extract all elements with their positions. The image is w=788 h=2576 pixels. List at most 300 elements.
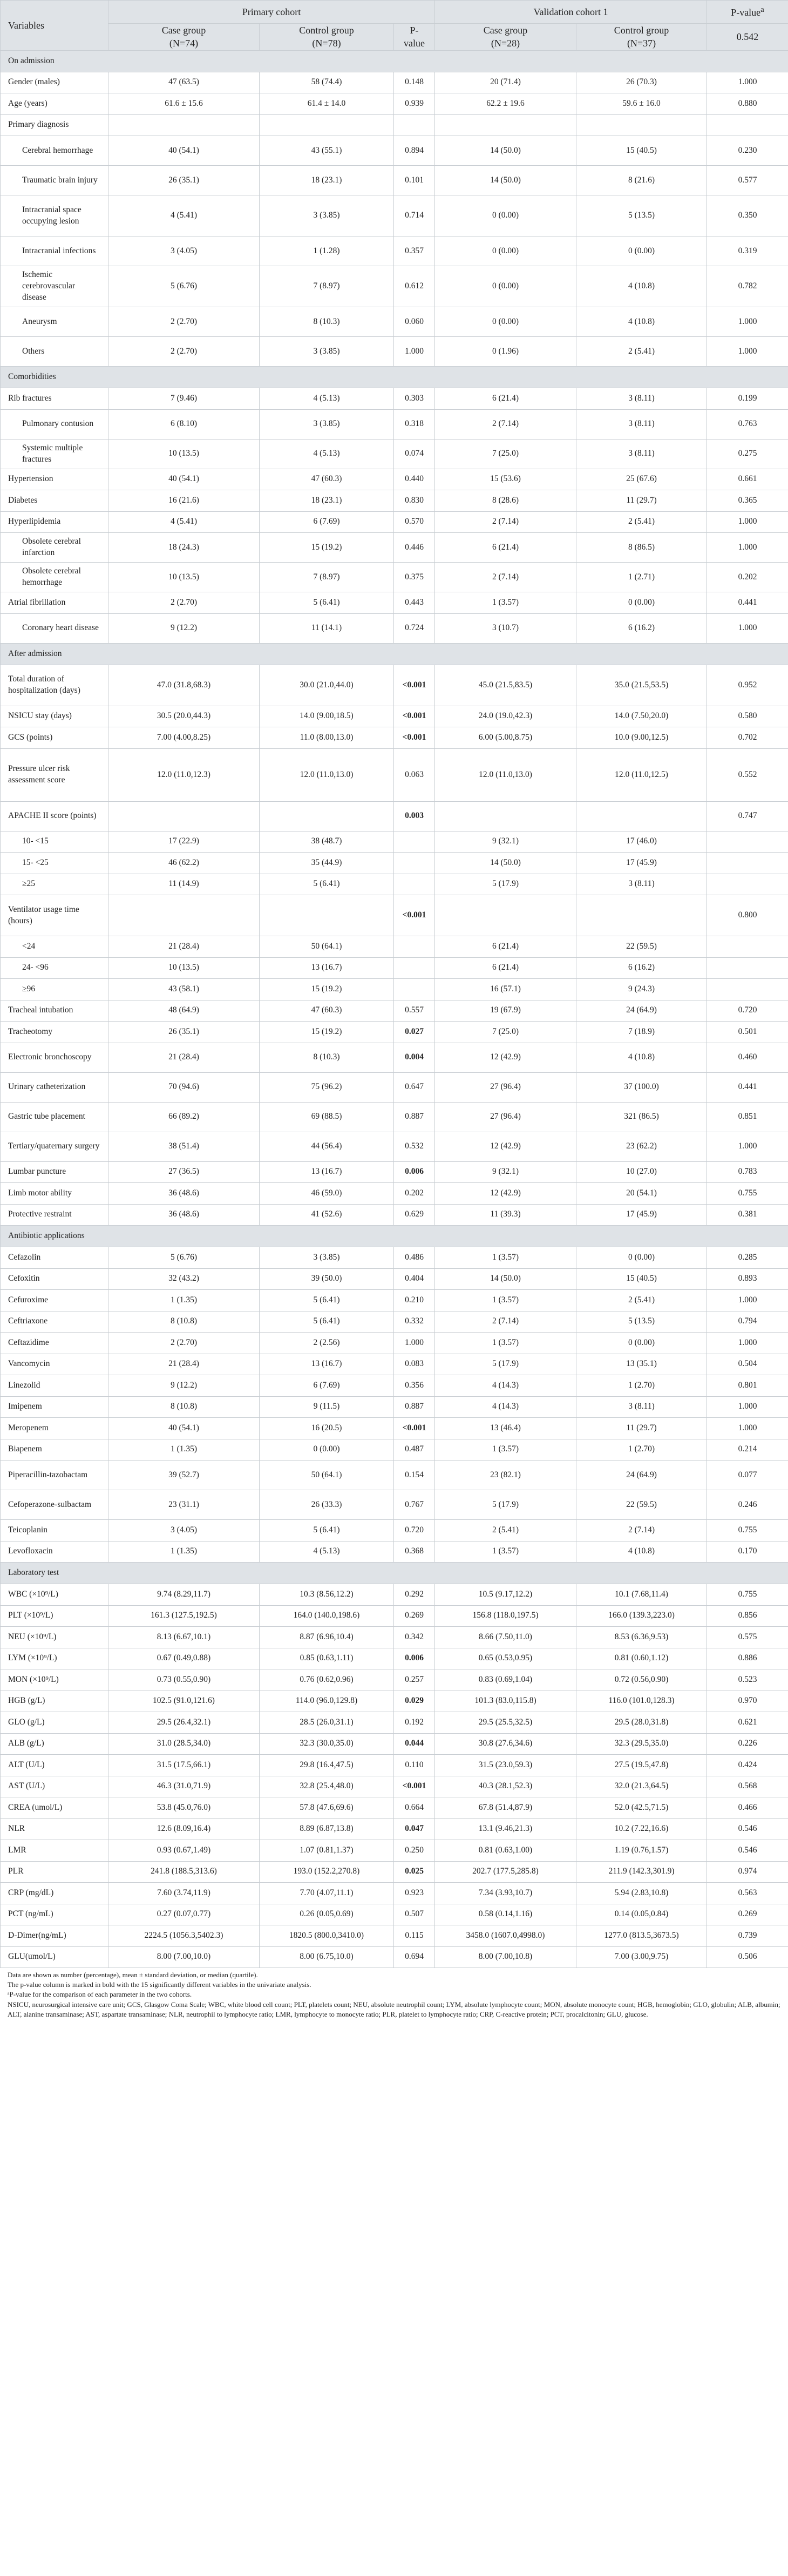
variable-label: GLU(umol/L) <box>1 1946 108 1968</box>
case-group-validation-header: Case group (N=28) <box>435 24 576 51</box>
control-primary: 114.0 (96.0,129.8) <box>260 1691 394 1712</box>
p-value: 1.000 <box>394 337 435 367</box>
control-primary: 15 (19.2) <box>260 1022 394 1043</box>
case-validation: 6.00 (5.00,8.75) <box>435 727 576 749</box>
case-primary: 8.00 (7.00,10.0) <box>108 1946 260 1968</box>
table-row <box>1 1541 788 1563</box>
control-validation: 11 (29.7) <box>576 490 707 512</box>
table-row <box>1 1925 788 1947</box>
table-row <box>1 1183 788 1205</box>
p-value-a: 0.275 <box>707 439 788 469</box>
p-value-a: 0.350 <box>707 195 788 236</box>
section-title: Antibiotic applications <box>1 1226 788 1247</box>
footnote: Data are shown as number (percentage), mean ± standard deviation, or median (quartile). <box>8 1971 258 1979</box>
case-primary: 29.5 (26.4,32.1) <box>108 1712 260 1734</box>
p-value <box>394 831 435 853</box>
case-validation: 4 (14.3) <box>435 1375 576 1397</box>
table-row <box>1 195 788 236</box>
case-validation: 15 (53.6) <box>435 469 576 490</box>
control-validation: 4 (10.8) <box>576 266 707 307</box>
case-validation: 20 (71.4) <box>435 72 576 93</box>
table-row <box>1 1161 788 1183</box>
control-validation: 17 (45.9) <box>576 1204 707 1226</box>
control-validation: 0 (0.00) <box>576 1333 707 1354</box>
p-value: 0.486 <box>394 1247 435 1269</box>
p-value: 0.029 <box>394 1691 435 1712</box>
p-value-a: 1.000 <box>707 1132 788 1161</box>
variable-label: AST (U/L) <box>1 1776 108 1797</box>
table-row <box>1 1418 788 1439</box>
p-value-a: 0.800 <box>707 895 788 936</box>
control-validation: 2 (5.41) <box>576 337 707 367</box>
p-value-a: 1.000 <box>707 1333 788 1354</box>
table-row <box>1 1000 788 1022</box>
p-value: 0.006 <box>394 1648 435 1669</box>
section-row <box>1 643 788 665</box>
p-value-a: 0.523 <box>707 1669 788 1691</box>
p-value-a: 0.460 <box>707 1043 788 1072</box>
variable-label: Pressure ulcer risk assessment score <box>1 748 108 801</box>
case-validation: 14 (50.0) <box>435 1268 576 1290</box>
control-validation: 15 (40.5) <box>576 1268 707 1290</box>
case-validation: 6 (21.4) <box>435 388 576 410</box>
table-row <box>1 93 788 115</box>
control-validation: 26 (70.3) <box>576 72 707 93</box>
control-primary: 8 (10.3) <box>260 1043 394 1072</box>
p-value-a: 0.230 <box>707 136 788 166</box>
case-primary: 48 (64.9) <box>108 1000 260 1022</box>
p-value: 0.202 <box>394 1183 435 1205</box>
case-primary: 40 (54.1) <box>108 136 260 166</box>
case-validation: 10.5 (9.17,12.2) <box>435 1584 576 1606</box>
case-primary: 46.3 (31.0,71.9) <box>108 1776 260 1797</box>
table-row <box>1 874 788 895</box>
p-value-a: 0.886 <box>707 1648 788 1669</box>
p-value-a: 0.952 <box>707 665 788 706</box>
case-validation: 5 (17.9) <box>435 874 576 895</box>
p-value-a: 0.285 <box>707 1247 788 1269</box>
table-row <box>1 1375 788 1397</box>
table-row <box>1 1043 788 1072</box>
variable-label: Cerebral hemorrhage <box>1 136 108 166</box>
case-validation: 8.00 (7.00,10.8) <box>435 1946 576 1968</box>
footnote: ᵃP-value for the comparison of each parameter in the two cohorts. <box>8 1990 192 1999</box>
case-validation: 0.83 (0.69,1.04) <box>435 1669 576 1691</box>
p-value: 0.570 <box>394 511 435 533</box>
p-value-a: 0.856 <box>707 1605 788 1627</box>
table-footnotes <box>0 1968 788 2019</box>
control-validation: 4 (10.8) <box>576 1541 707 1563</box>
control-primary: 18 (23.1) <box>260 166 394 195</box>
p-value-a: 1.000 <box>707 72 788 93</box>
control-primary: 3 (3.85) <box>260 195 394 236</box>
table-row <box>1 511 788 533</box>
table-row <box>1 439 788 469</box>
case-validation: 1 (3.57) <box>435 1439 576 1461</box>
case-primary: 2 (2.70) <box>108 307 260 337</box>
control-primary: 28.5 (26.0,31.1) <box>260 1712 394 1734</box>
case-validation: 12.0 (11.0,13.0) <box>435 748 576 801</box>
case-group-primary-header: Case group (N=74) <box>108 24 260 51</box>
control-validation: 25 (67.6) <box>576 469 707 490</box>
p-value: 0.404 <box>394 1268 435 1290</box>
control-validation: 0.81 (0.60,1.12) <box>576 1648 707 1669</box>
p-value-a <box>707 936 788 958</box>
control-primary: 193.0 (152.2,270.8) <box>260 1861 394 1883</box>
p-value-a: 0.199 <box>707 388 788 410</box>
table-row <box>1 1733 788 1755</box>
control-primary: 2 (2.56) <box>260 1333 394 1354</box>
case-primary: 47 (63.5) <box>108 72 260 93</box>
case-validation: 24.0 (19.0,42.3) <box>435 706 576 727</box>
table-row <box>1 114 788 136</box>
p-value-a <box>707 979 788 1000</box>
variable-label: HGB (g/L) <box>1 1691 108 1712</box>
control-primary: 46 (59.0) <box>260 1183 394 1205</box>
p-value: 0.269 <box>394 1605 435 1627</box>
p-value: 0.629 <box>394 1204 435 1226</box>
case-validation: 14 (50.0) <box>435 136 576 166</box>
case-validation: 31.5 (23.0,59.3) <box>435 1755 576 1776</box>
table-row <box>1 936 788 958</box>
case-primary: 53.8 (45.0,76.0) <box>108 1797 260 1819</box>
variable-label: Imipenem <box>1 1396 108 1418</box>
control-validation: 5 (13.5) <box>576 1311 707 1333</box>
variable-label: Linezolid <box>1 1375 108 1397</box>
case-validation <box>435 801 576 831</box>
header-row-2 <box>1 24 788 51</box>
control-validation: 17 (46.0) <box>576 831 707 853</box>
variable-label: Limb motor ability <box>1 1183 108 1205</box>
case-primary: 31.5 (17.5,66.1) <box>108 1755 260 1776</box>
control-primary: 50 (64.1) <box>260 1461 394 1490</box>
control-validation: 6 (16.2) <box>576 957 707 979</box>
variable-label: Gender (males) <box>1 72 108 93</box>
case-validation: 3458.0 (1607.0,4998.0) <box>435 1925 576 1947</box>
case-validation: 6 (21.4) <box>435 957 576 979</box>
variable-label: ≥25 <box>1 874 108 895</box>
p-value-a: 0.747 <box>707 801 788 831</box>
table-row <box>1 853 788 874</box>
p-value-a: 0.269 <box>707 1904 788 1925</box>
p-value-a: 0.970 <box>707 1691 788 1712</box>
case-primary: 4 (5.41) <box>108 195 260 236</box>
control-primary: 14.0 (9.00,18.5) <box>260 706 394 727</box>
p-value-a <box>707 853 788 874</box>
case-primary: 21 (28.4) <box>108 1354 260 1375</box>
case-primary: 8.13 (6.67,10.1) <box>108 1627 260 1648</box>
table-row <box>1 1439 788 1461</box>
p-value-a: 1.000 <box>707 533 788 563</box>
variable-label: MON (×10⁹/L) <box>1 1669 108 1691</box>
case-primary: 4 (5.41) <box>108 511 260 533</box>
control-validation: 7.00 (3.00,9.75) <box>576 1946 707 1968</box>
variable-label: ALB (g/L) <box>1 1733 108 1755</box>
control-primary: 32.3 (30.0,35.0) <box>260 1733 394 1755</box>
control-primary: 11 (14.1) <box>260 613 394 643</box>
variable-label: Ischemic cerebrovascular disease <box>1 266 108 307</box>
variable-label: CRP (mg/dL) <box>1 1883 108 1904</box>
control-validation: 12.0 (11.0,12.5) <box>576 748 707 801</box>
p-value: 0.210 <box>394 1290 435 1311</box>
control-primary: 7 (8.97) <box>260 266 394 307</box>
p-value: <0.001 <box>394 1418 435 1439</box>
control-primary: 41 (52.6) <box>260 1204 394 1226</box>
control-primary <box>260 801 394 831</box>
control-primary: 9 (11.5) <box>260 1396 394 1418</box>
table-row <box>1 563 788 592</box>
table-row <box>1 706 788 727</box>
p-value: 0.664 <box>394 1797 435 1819</box>
p-value: 0.110 <box>394 1755 435 1776</box>
footnote: The p-value column is marked in bold with the 15 significantly different variables in the univariate analysis. <box>8 1980 311 1989</box>
case-primary: 31.0 (28.5,34.0) <box>108 1733 260 1755</box>
p-value: 0.767 <box>394 1490 435 1520</box>
case-primary: 2224.5 (1056.3,5402.3) <box>108 1925 260 1947</box>
case-primary: 9 (12.2) <box>108 613 260 643</box>
control-primary: 35 (44.9) <box>260 853 394 874</box>
control-primary: 6 (7.69) <box>260 511 394 533</box>
control-primary: 13 (16.7) <box>260 957 394 979</box>
control-primary: 13 (16.7) <box>260 1354 394 1375</box>
case-primary: 2 (2.70) <box>108 592 260 614</box>
p-value-a <box>707 957 788 979</box>
variable-label: Traumatic brain injury <box>1 166 108 195</box>
control-primary: 5 (6.41) <box>260 592 394 614</box>
case-primary: 8 (10.8) <box>108 1396 260 1418</box>
control-primary: 3 (3.85) <box>260 1247 394 1269</box>
control-primary: 43 (55.1) <box>260 136 394 166</box>
p-value-a: 0.546 <box>707 1818 788 1840</box>
p-value: <0.001 <box>394 895 435 936</box>
p-value-a: 0.755 <box>707 1520 788 1541</box>
case-validation: 2 (7.14) <box>435 1311 576 1333</box>
control-validation: 1.19 (0.76,1.57) <box>576 1840 707 1862</box>
case-primary: 40 (54.1) <box>108 469 260 490</box>
p-value: 0.063 <box>394 748 435 801</box>
table-row <box>1 1946 788 1968</box>
case-primary: 161.3 (127.5,192.5) <box>108 1605 260 1627</box>
p-value-a: 0.381 <box>707 1204 788 1226</box>
control-primary: 0.85 (0.63,1.11) <box>260 1648 394 1669</box>
table-row <box>1 1627 788 1648</box>
control-primary: 30.0 (21.0,44.0) <box>260 665 394 706</box>
control-primary: 50 (64.1) <box>260 936 394 958</box>
case-primary: 36 (48.6) <box>108 1204 260 1226</box>
p-value: 0.507 <box>394 1904 435 1925</box>
control-primary: 6 (7.69) <box>260 1375 394 1397</box>
variable-label: Total duration of hospitalization (days) <box>1 665 108 706</box>
variable-label: Hypertension <box>1 469 108 490</box>
control-validation: 116.0 (101.0,128.3) <box>576 1691 707 1712</box>
control-validation: 0 (0.00) <box>576 1247 707 1269</box>
p-value: <0.001 <box>394 727 435 749</box>
case-validation: 5 (17.9) <box>435 1354 576 1375</box>
control-primary: 58 (74.4) <box>260 72 394 93</box>
control-validation: 321 (86.5) <box>576 1102 707 1132</box>
table-row <box>1 895 788 936</box>
table-row <box>1 1755 788 1776</box>
table-row <box>1 337 788 367</box>
case-primary: 26 (35.1) <box>108 166 260 195</box>
p-value-a: 0.202 <box>707 563 788 592</box>
control-primary: 0.76 (0.62,0.96) <box>260 1669 394 1691</box>
variable-label: WBC (×10⁹/L) <box>1 1584 108 1606</box>
p-value-a: 0.580 <box>707 706 788 727</box>
variable-label: Age (years) <box>1 93 108 115</box>
case-primary <box>108 114 260 136</box>
primary-cohort-header: Primary cohort <box>108 1 435 24</box>
case-validation: 40.3 (28.1,52.3) <box>435 1776 576 1797</box>
table-row <box>1 1861 788 1883</box>
case-validation: 2 (5.41) <box>435 1520 576 1541</box>
p-value: 0.148 <box>394 72 435 93</box>
variable-label: 10- <15 <box>1 831 108 853</box>
control-validation: 8 (86.5) <box>576 533 707 563</box>
p-value-a: 0.568 <box>707 1776 788 1797</box>
case-validation: 67.8 (51.4,87.9) <box>435 1797 576 1819</box>
case-validation: 8.66 (7.50,11.0) <box>435 1627 576 1648</box>
control-primary: 12.0 (11.0,13.0) <box>260 748 394 801</box>
p-value: 0.044 <box>394 1733 435 1755</box>
control-validation: 4 (10.8) <box>576 1043 707 1072</box>
case-validation: 14 (50.0) <box>435 166 576 195</box>
table-row <box>1 1132 788 1161</box>
variable-label: ≥96 <box>1 979 108 1000</box>
pvalue-a-header: P-value$^a$ <box>707 1 788 24</box>
table-row <box>1 1883 788 1904</box>
p-value-a: 0.661 <box>707 469 788 490</box>
control-primary: 61.4 ± 14.0 <box>260 93 394 115</box>
control-validation: 6 (16.2) <box>576 613 707 643</box>
table-row <box>1 409 788 439</box>
p-value: 0.714 <box>394 195 435 236</box>
p-value-a: 0.621 <box>707 1712 788 1734</box>
table-row <box>1 266 788 307</box>
case-validation: 7.34 (3.93,10.7) <box>435 1883 576 1904</box>
table-row <box>1 1102 788 1132</box>
control-primary: 38 (48.7) <box>260 831 394 853</box>
p-value <box>394 979 435 1000</box>
variable-label: Tertiary/quaternary surgery <box>1 1132 108 1161</box>
control-primary: 47 (60.3) <box>260 469 394 490</box>
table-row <box>1 1712 788 1734</box>
variable-label: Others <box>1 337 108 367</box>
table-row <box>1 307 788 337</box>
header-row-1 <box>1 1 788 24</box>
p-value-a: 1.000 <box>707 307 788 337</box>
control-validation <box>576 801 707 831</box>
control-validation: 22 (59.5) <box>576 1490 707 1520</box>
p-value: 0.083 <box>394 1354 435 1375</box>
variable-label: Systemic multiple fractures <box>1 439 108 469</box>
case-primary: 40 (54.1) <box>108 1418 260 1439</box>
case-validation: 29.5 (25.5,32.5) <box>435 1712 576 1734</box>
control-validation: 1 (2.70) <box>576 1375 707 1397</box>
p-value: 0.004 <box>394 1043 435 1072</box>
variable-label: Coronary heart disease <box>1 613 108 643</box>
case-validation: 0 (0.00) <box>435 195 576 236</box>
control-primary: 26 (33.3) <box>260 1490 394 1520</box>
case-primary: 102.5 (91.0,121.6) <box>108 1691 260 1712</box>
control-primary: 5 (6.41) <box>260 1290 394 1311</box>
control-primary: 7 (8.97) <box>260 563 394 592</box>
variable-label: LMR <box>1 1840 108 1862</box>
control-primary: 39 (50.0) <box>260 1268 394 1290</box>
control-validation: 14.0 (7.50,20.0) <box>576 706 707 727</box>
variable-label: Primary diagnosis <box>1 114 108 136</box>
case-validation: 101.3 (83.0,115.8) <box>435 1691 576 1712</box>
p-value-a: 0.214 <box>707 1439 788 1461</box>
variable-label: 15- <25 <box>1 853 108 874</box>
control-primary: 0.26 (0.05,0.69) <box>260 1904 394 1925</box>
table-row <box>1 1247 788 1269</box>
control-validation: 3 (8.11) <box>576 388 707 410</box>
case-primary: 11 (14.9) <box>108 874 260 895</box>
table-row <box>1 1461 788 1490</box>
control-primary: 10.3 (8.56,12.2) <box>260 1584 394 1606</box>
p-value: 0.443 <box>394 592 435 614</box>
variable-label: Levofloxacin <box>1 1541 108 1563</box>
case-validation: 13.1 (9.46,21.3) <box>435 1818 576 1840</box>
table-row <box>1 166 788 195</box>
p-value <box>394 957 435 979</box>
section-title: On admission <box>1 50 788 72</box>
case-validation: 12 (42.9) <box>435 1132 576 1161</box>
p-value <box>394 936 435 958</box>
case-primary: 12.0 (11.0,12.3) <box>108 748 260 801</box>
table-row <box>1 1691 788 1712</box>
control-validation: 24 (64.9) <box>576 1000 707 1022</box>
section-row <box>1 367 788 388</box>
case-validation: 23 (82.1) <box>435 1461 576 1490</box>
control-primary: 3 (3.85) <box>260 337 394 367</box>
case-primary: 61.6 ± 15.6 <box>108 93 260 115</box>
case-validation: 2 (7.14) <box>435 563 576 592</box>
control-validation: 52.0 (42.5,71.5) <box>576 1797 707 1819</box>
table-row <box>1 613 788 643</box>
control-primary: 57.8 (47.6,69.6) <box>260 1797 394 1819</box>
variables-header: Variables <box>1 1 108 51</box>
control-validation: 7 (18.9) <box>576 1022 707 1043</box>
control-primary: 15 (19.2) <box>260 533 394 563</box>
variable-label: Aneurysm <box>1 307 108 337</box>
case-primary: 32 (43.2) <box>108 1268 260 1290</box>
variable-label: <24 <box>1 936 108 958</box>
case-primary: 7.00 (4.00,8.25) <box>108 727 260 749</box>
case-validation: 2 (7.14) <box>435 409 576 439</box>
p-value: 0.332 <box>394 1311 435 1333</box>
table-row <box>1 1311 788 1333</box>
table-row <box>1 1776 788 1797</box>
control-validation: 59.6 ± 16.0 <box>576 93 707 115</box>
case-primary: 5 (6.76) <box>108 1247 260 1269</box>
variable-label: Piperacillin-tazobactam <box>1 1461 108 1490</box>
case-primary: 0.27 (0.07,0.77) <box>108 1904 260 1925</box>
table-row <box>1 1354 788 1375</box>
p-value: 0.694 <box>394 1946 435 1968</box>
case-primary: 0.93 (0.67,1.49) <box>108 1840 260 1862</box>
case-validation: 6 (21.4) <box>435 533 576 563</box>
case-primary: 23 (31.1) <box>108 1490 260 1520</box>
p-value: 0.612 <box>394 266 435 307</box>
variable-label: Rib fractures <box>1 388 108 410</box>
p-value-a: 1.000 <box>707 1418 788 1439</box>
case-validation: 1 (3.57) <box>435 1290 576 1311</box>
case-primary: 38 (51.4) <box>108 1132 260 1161</box>
case-validation: 1 (3.57) <box>435 1247 576 1269</box>
control-validation: 10.1 (7.68,11.4) <box>576 1584 707 1606</box>
